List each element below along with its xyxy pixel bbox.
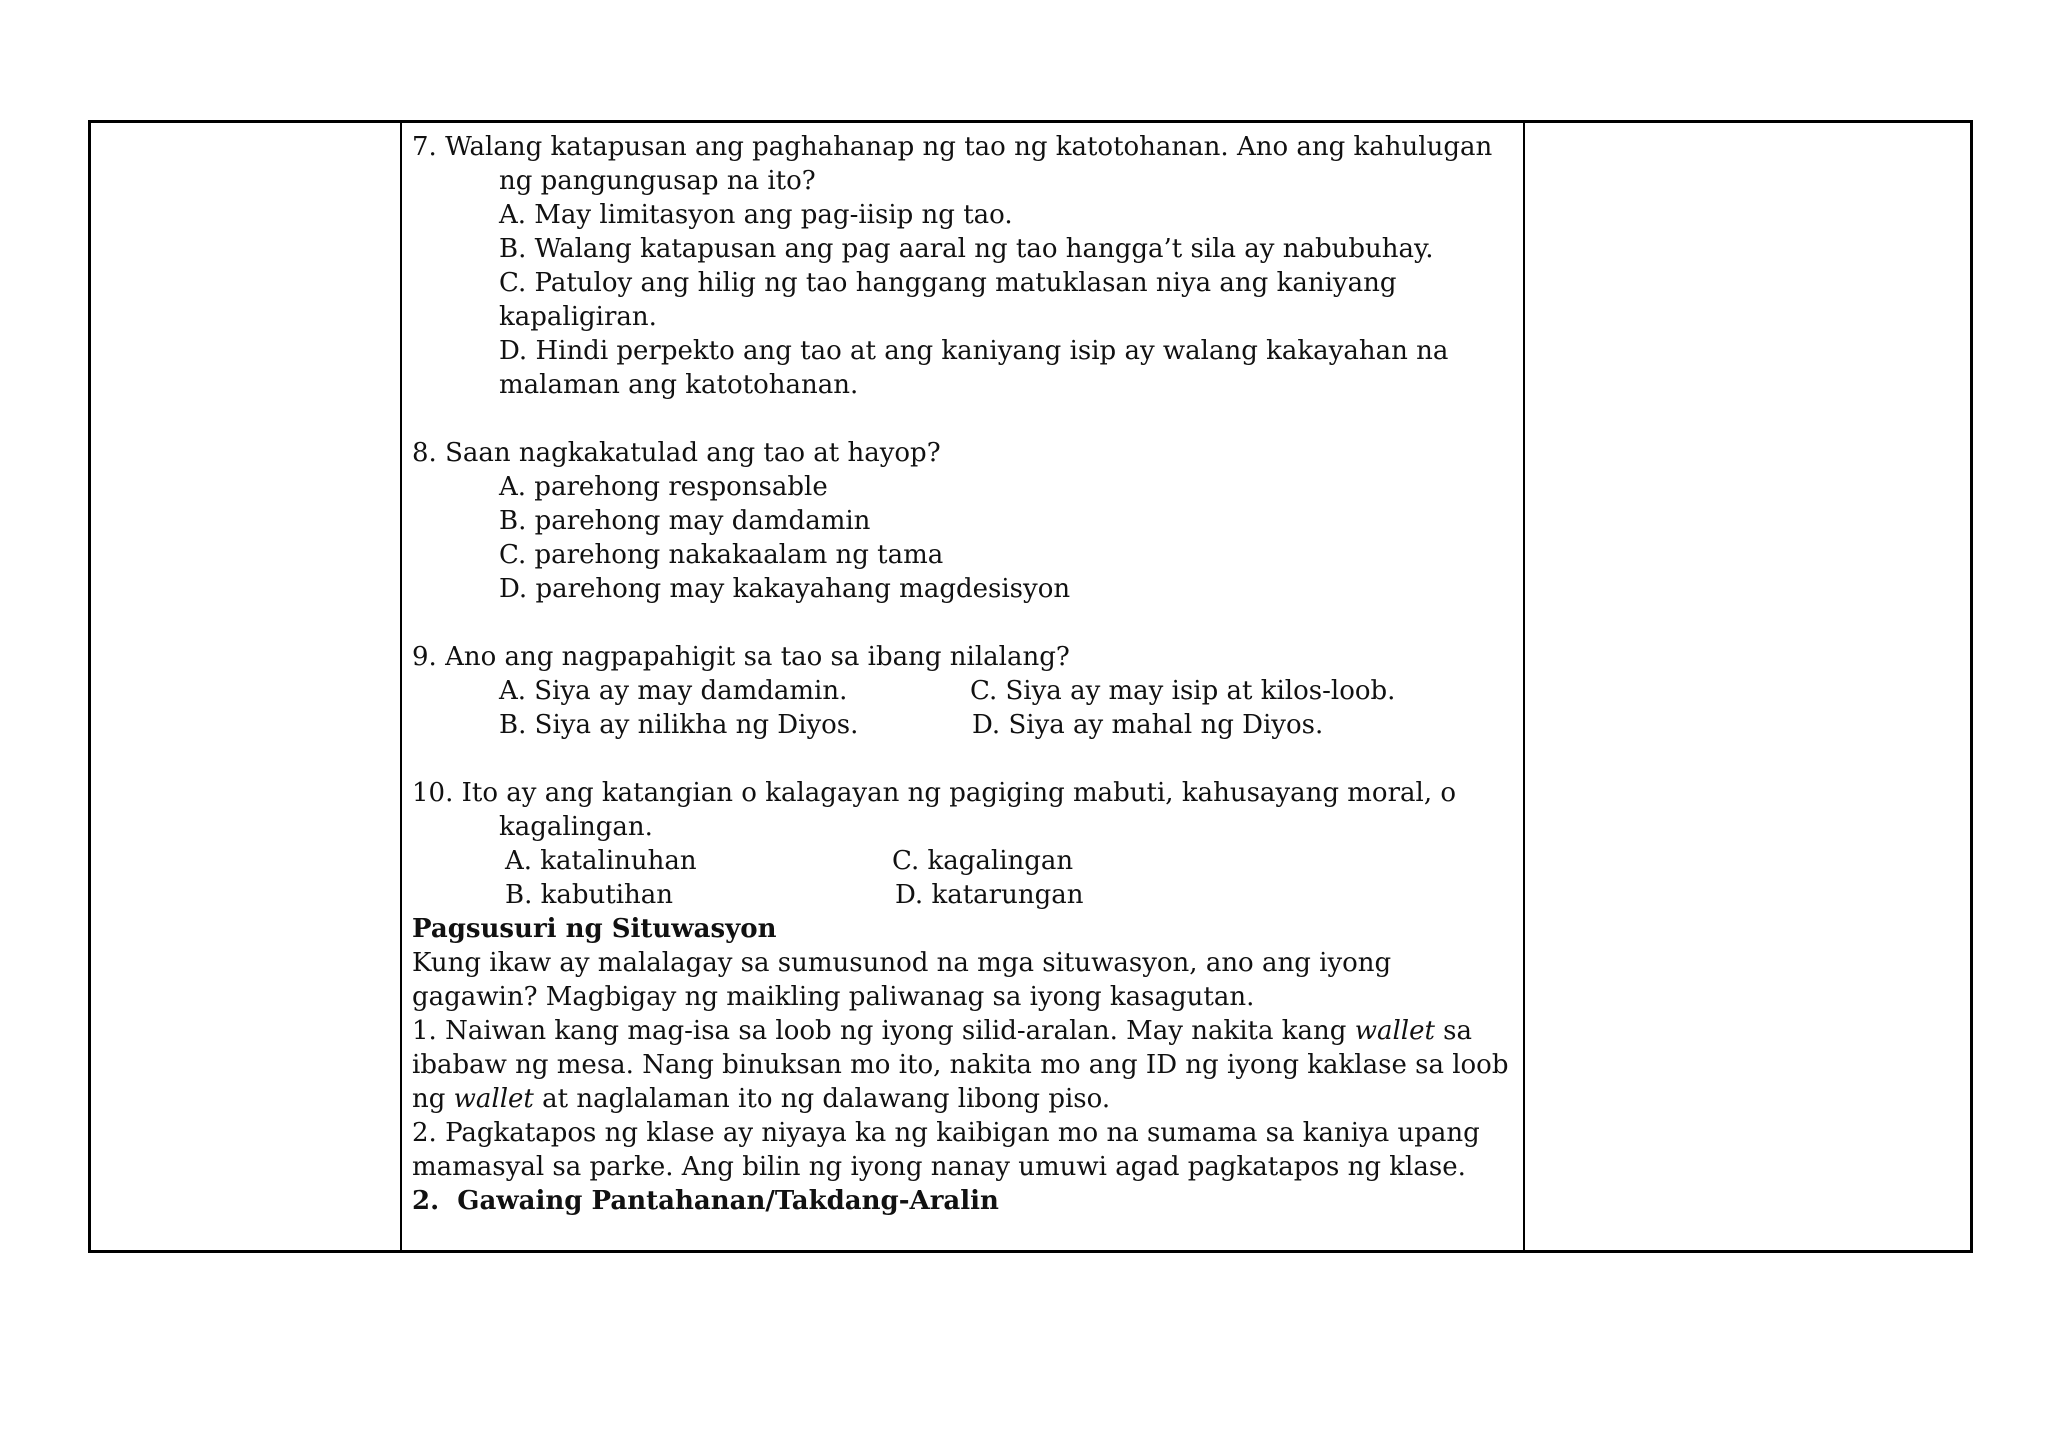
situation-item-1-line-1: 1. Naiwan kang mag-isa sa loob ng iyong silid-aralan. May nakita kang wallet sa: [412, 1016, 1473, 1046]
homework-heading: 2. Gawaing Pantahanan/Takdang-Aralin: [412, 1186, 999, 1216]
question-8-option-c: C. parehong nakakaalam ng tama: [499, 540, 944, 570]
situation-intro-line-2: gagawin? Magbigay ng maikling paliwanag sa iyong kasagutan.: [412, 982, 1255, 1012]
question-9-option-c: C. Siya ay may isip at kilos-loob.: [970, 676, 1396, 706]
question-10-options-row-2: [412, 878, 1512, 912]
question-8-stem: 8. Saan nagkakatulad ang tao at hayop?: [412, 438, 941, 468]
question-9-option-a: A. Siya ay may damdamin.: [499, 676, 848, 706]
question-7-stem-cont: ng pangungusap na ito?: [499, 166, 816, 196]
column-divider-right: [1523, 123, 1525, 1250]
question-10-stem: 10. Ito ay ang katangian o kalagayan ng pagiging mabuti, kahusayang moral, o: [412, 778, 1456, 808]
middle-column-content: [412, 130, 1512, 1218]
situation-intro-line-1: Kung ikaw ay malalagay sa sumusunod na mga situwasyon, ano ang iyong: [412, 948, 1392, 978]
question-10-options-row-1: [412, 844, 1512, 878]
situation-item-1-line-2: ibabaw ng mesa. Nang binuksan mo ito, nakita mo ang ID ng iyong kaklase sa loob: [412, 1050, 1509, 1080]
question-10-option-b: B. kabutihan: [505, 880, 674, 910]
question-7-option-d: D. Hindi perpekto ang tao at ang kaniyang isip ay walang kakayahan na: [499, 336, 1449, 366]
question-8-option-d: D. parehong may kakayahang magdesisyon: [499, 574, 1071, 604]
question-10-stem-cont: kagalingan.: [499, 812, 653, 842]
situation-heading: Pagsusuri ng Situwasyon: [412, 914, 777, 944]
situation-item-2-line-2: mamasyal sa parke. Ang bilin ng iyong nanay umuwi agad pagkatapos ng klase.: [412, 1152, 1466, 1182]
question-8-option-a: A. parehong responsable: [499, 472, 828, 502]
question-7-option-a: A. May limitasyon ang pag-iisip ng tao.: [499, 200, 1013, 230]
question-9-options-row-1: [412, 674, 1512, 708]
question-9-option-d: D. Siya ay mahal ng Diyos.: [972, 710, 1324, 740]
question-10-option-a: A. katalinuhan: [505, 846, 697, 876]
question-10-option-c: C. kagalingan: [892, 846, 1074, 876]
situation-item-1-line-3: ng wallet at naglalaman ito ng dalawang libong piso.: [412, 1084, 1111, 1114]
situation-item-2-line-1: 2. Pagkatapos ng klase ay niyaya ka ng kaibigan mo na sumama sa kaniya upang: [412, 1118, 1480, 1148]
question-8-option-b: B. parehong may damdamin: [499, 506, 871, 536]
question-9-stem: 9. Ano ang nagpapahigit sa tao sa ibang nilalang?: [412, 642, 1070, 672]
question-9-option-b: B. Siya ay nilikha ng Diyos.: [499, 710, 859, 740]
question-9-options-row-2: [412, 708, 1512, 742]
question-7-option-c: C. Patuloy ang hilig ng tao hanggang matuklasan niya ang kaniyang: [499, 268, 1397, 298]
question-7-option-c-cont: kapaligiran.: [499, 302, 657, 332]
column-divider-left: [400, 123, 402, 1250]
question-10-option-d: D. katarungan: [895, 880, 1084, 910]
question-7-stem: 7. Walang katapusan ang paghahanap ng tao ng katotohanan. Ano ang kahulugan: [412, 132, 1493, 162]
question-7-option-d-cont: malaman ang katotohanan.: [499, 370, 859, 400]
question-7-option-b: B. Walang katapusan ang pag aaral ng tao hangga’t sila ay nabubuhay.: [499, 234, 1434, 264]
